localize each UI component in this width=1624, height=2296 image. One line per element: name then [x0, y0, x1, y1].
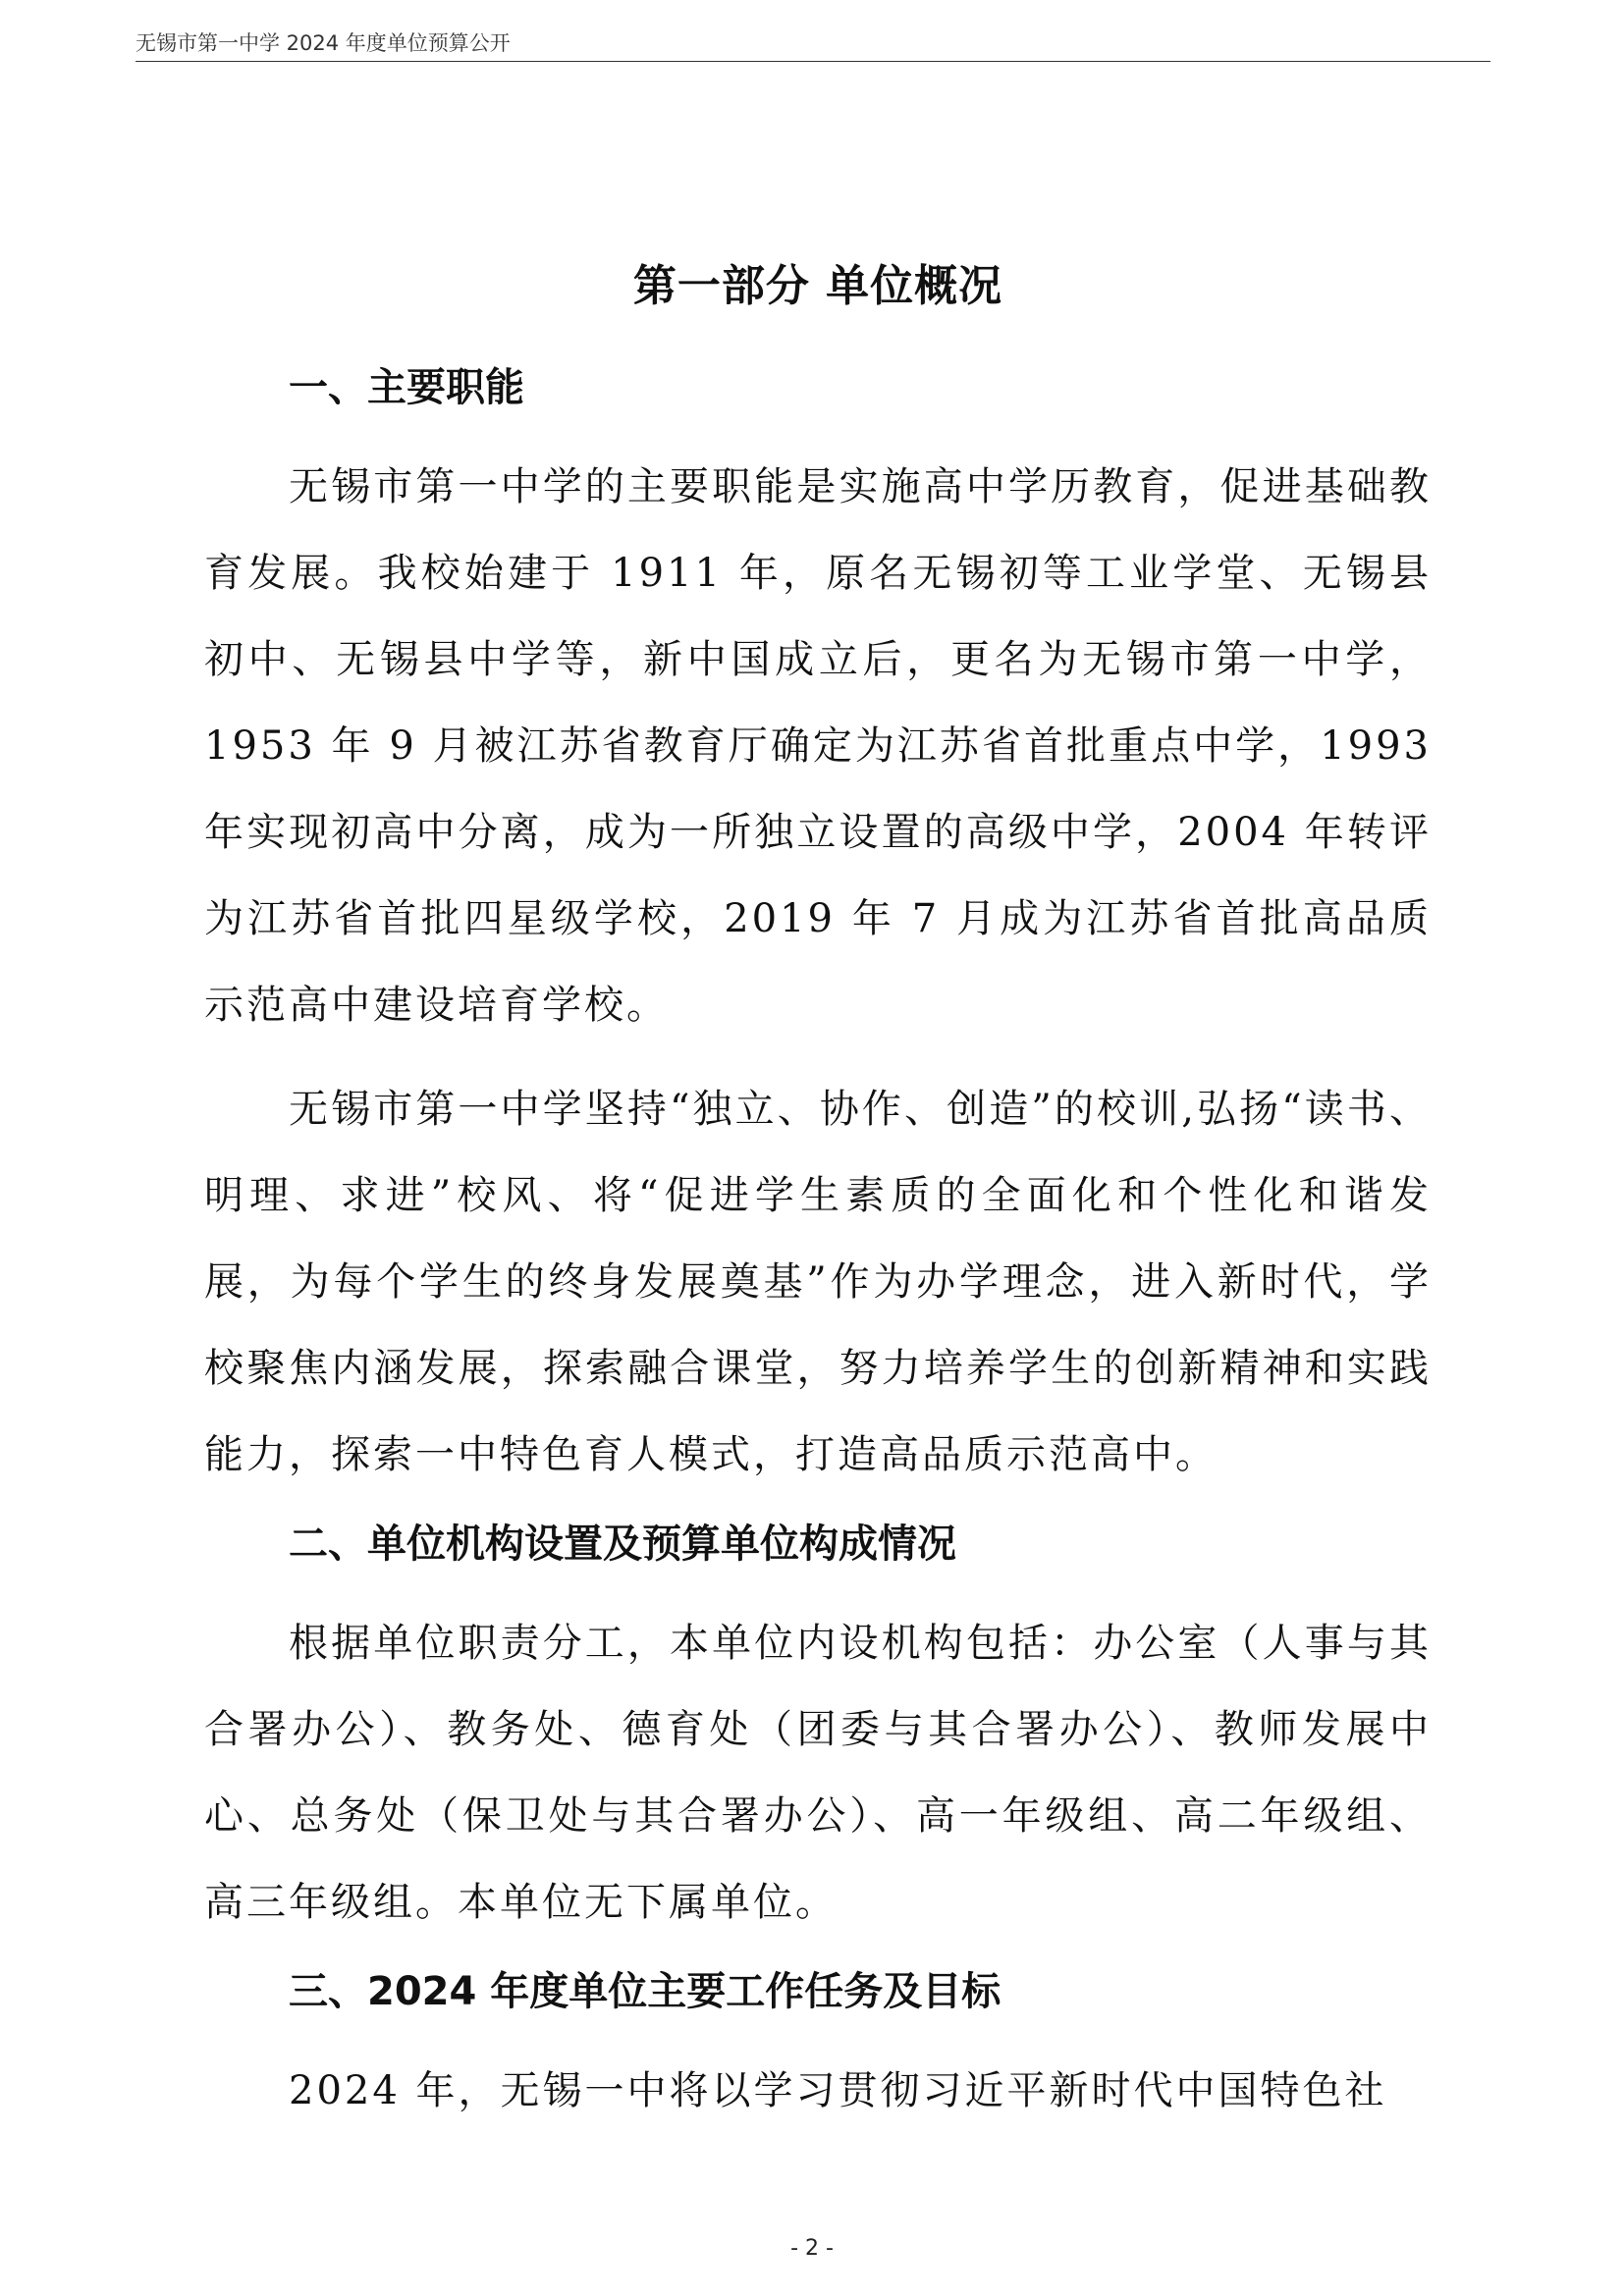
section-heading: 三、2024 年度单位主要工作任务及目标	[289, 1969, 1001, 2014]
document-body	[204, 257, 1432, 2134]
section-heading: 二、单位机构设置及预算单位构成情况	[289, 1522, 956, 1567]
header-title: 无锡市第一中学 2024 年度单位预算公开	[135, 31, 511, 55]
section-heading: 一、主要职能	[289, 365, 524, 410]
paragraph: 2024 年，无锡一中将以学习贯彻习近平新时代中国特色社	[289, 2068, 1387, 2113]
section-organization	[204, 1516, 1432, 1946]
section-main-functions	[204, 359, 1432, 1498]
part-title: 第一部分 单位概况	[632, 261, 1003, 311]
paragraph: 根据单位职责分工，本单位内设机构包括：办公室（人事与其合署办公）、教务处、德育处（团委与其合署办公）、教师发展中心、总务处（保卫处与其合署办公）、高一年级组、高二年级组、高三年级组。本单位无下属单位。	[204, 1621, 1432, 1925]
page-number: - 2 -	[790, 2236, 834, 2261]
page-header	[135, 22, 1490, 62]
paragraph: 无锡市第一中学的主要职能是实施高中学历教育，促进基础教育发展。我校始建于 1911 年，原名无锡初等工业学堂、无锡县初中、无锡县中学等，新中国成立后，更名为无锡市第一中学，1953 年 9 月被江苏省教育厅确定为江苏省首批重点中学，1993 年实现初高中分离，成为一所独立设置的高级中学，2004 年转评为江苏省首批四星级学校，2019 年 7 月成为江苏省首批高品质示范高中建设培育学校。	[204, 464, 1432, 1028]
section-tasks	[204, 1963, 1432, 2134]
paragraph: 无锡市第一中学坚持“独立、协作、创造”的校训,弘扬“读书、明理、求进”校风、将“促进学生素质的全面化和个性化和谐发展，为每个学生的终身发展奠基”作为办学理念，进入新时代，学校聚焦内涵发展，探索融合课堂，努力培养学生的创新精神和实践能力，探索一中特色育人模式，打造高品质示范高中。	[204, 1087, 1432, 1477]
